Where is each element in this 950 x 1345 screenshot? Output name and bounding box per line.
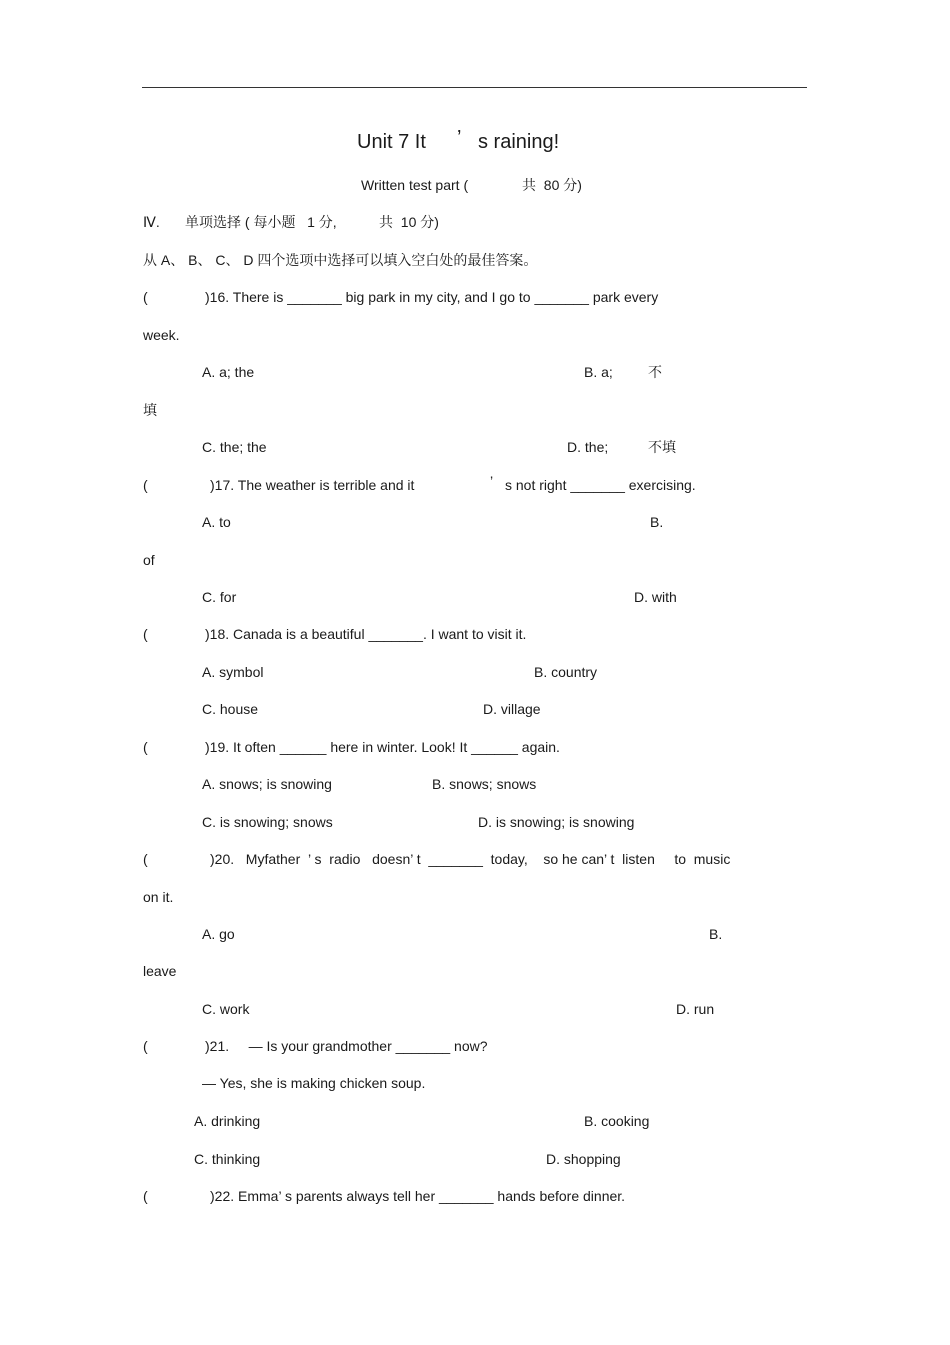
option-b: B. [650,514,664,530]
section-heading: 单项选择 ( 每小题 1 分, [185,214,337,230]
option-d: D. is snowing; is snowing [478,814,635,830]
option-a: A. to [202,514,231,530]
header-rule [142,87,807,88]
option-c: C. the; the [202,439,267,455]
answer-paren: ( [143,851,148,867]
option-b: B. cooking [584,1113,650,1129]
option-d: D. shopping [546,1151,621,1167]
option-c: C. thinking [194,1151,261,1167]
option-c: C. house [202,701,259,717]
dialogue-answer: — Yes, she is making chicken soup. [202,1075,426,1091]
section-total: 共 10 分) [379,214,439,230]
section-number: Ⅳ. [143,214,160,230]
option-c: C. work [202,1001,250,1017]
page-title-rest: s raining! [478,131,560,153]
option-b-continued: of [143,552,155,568]
question-stem-apostrophe: ’ [490,473,494,489]
question-stem: )16. There is _______ big park in my city, and I go to _______ park every [205,289,659,305]
question-stem-continued: on it. [143,889,174,905]
option-b-continued: 填 [143,402,157,418]
page-title: Unit 7 It [357,131,426,153]
option-b: B. [709,926,723,942]
answer-paren: ( [143,1038,148,1054]
question-stem: )21. — Is your grandmother _______ now? [205,1038,488,1054]
page-title-apostrophe: ’ [457,127,462,149]
question-stem-continued: week. [143,327,180,343]
answer-paren: ( [143,739,148,755]
answer-paren: ( [143,477,148,493]
option-b: B. snows; snows [432,776,537,792]
option-c: C. for [202,589,237,605]
section-instruction: 从 A、 B、 C、 D 四个选项中选择可以填入空白处的最佳答案。 [143,252,538,268]
subtitle: Written test part ( [361,177,469,193]
option-a: A. go [202,926,235,942]
option-b-tail: 不 [648,364,662,380]
question-stem: )22. Emma’ s parents always tell her _______ hands before dinner. [210,1188,626,1204]
option-a: A. symbol [202,664,264,680]
option-b-continued: leave [143,963,177,979]
option-b: B. country [534,664,598,680]
option-d: D. the; [567,439,609,455]
question-stem: )19. It often ______ here in winter. Look! It ______ again. [205,739,560,755]
option-a: A. snows; is snowing [202,776,332,792]
answer-paren: ( [143,289,148,305]
question-stem: )20. Myfather ’ s radio doesn’ t _______ today, so he can’ t listen to music [210,851,731,867]
question-stem-rest: s not right _______ exercising. [505,477,696,493]
option-c: C. is snowing; snows [202,814,333,830]
subtitle-score: 共 80 分) [522,177,582,193]
option-b: B. a; [584,364,613,380]
answer-paren: ( [143,626,148,642]
option-d: D. run [676,1001,715,1017]
option-d: D. village [483,701,541,717]
question-stem: )18. Canada is a beautiful _______. I want to visit it. [205,626,527,642]
option-d: D. with [634,589,677,605]
question-stem: )17. The weather is terrible and it [210,477,415,493]
option-d-tail: 不填 [648,439,676,455]
option-a: A. a; the [202,364,255,380]
answer-paren: ( [143,1188,148,1204]
option-a: A. drinking [194,1113,261,1129]
